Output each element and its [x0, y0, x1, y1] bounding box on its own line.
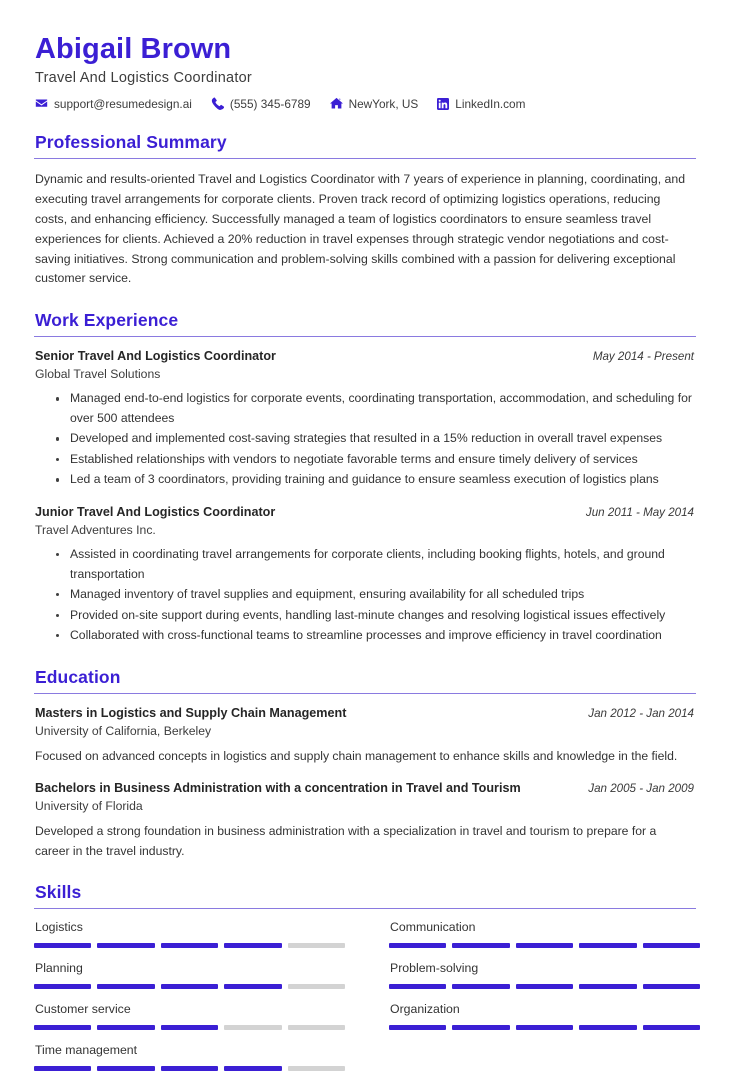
skill-item: [34, 1002, 345, 1030]
education-entry: [34, 780, 696, 861]
skill-item: [34, 1043, 345, 1071]
work-entry-bullets: [34, 389, 696, 490]
section-professional-summary: [34, 132, 696, 289]
section-title-professional-summary: Professional Summary: [35, 131, 227, 152]
contact-phone-text: (555) 345-6789: [229, 96, 311, 111]
list-item: Developed and implemented cost-saving strategies that resulted in a 15% reduction in overall travel expenses: [56, 429, 694, 449]
skills-grid: [34, 920, 696, 1084]
skill-label: Problem-solving: [390, 961, 479, 976]
skill-segment-filled: [97, 943, 154, 948]
skill-rating-bar: [34, 984, 345, 989]
work-entry-company: Global Travel Solutions: [35, 367, 161, 382]
skill-segment-filled: [97, 1066, 154, 1071]
work-entry: [34, 348, 696, 490]
contact-location-text: NewYork, US: [348, 96, 419, 111]
skill-label: Customer service: [35, 1002, 131, 1017]
skill-segment-filled: [161, 1066, 218, 1071]
skill-rating-bar: [389, 1025, 700, 1030]
skill-segment-filled: [643, 943, 700, 948]
section-title-skills: Skills: [35, 882, 82, 903]
skill-segment-empty: [288, 984, 345, 989]
skill-label: Time management: [35, 1043, 138, 1058]
skill-rating-bar: [389, 943, 700, 948]
skill-segment-filled: [516, 943, 573, 948]
skill-label: Organization: [390, 1002, 460, 1017]
education-entry-header: [34, 705, 696, 723]
work-entry-dates: Jun 2011 - May 2014: [585, 505, 694, 519]
section-divider: [34, 158, 696, 159]
skill-segment-empty: [288, 1066, 345, 1071]
professional-summary-text: Dynamic and results-oriented Travel and Logistics Coordinator with 7 years of experience in planning, coordinating, and executing travel arrangements for corporate clients. Proven track record of optimizing logistics operations, reducing costs, and enhancing efficiency. Successfully managed a team of logistics coordinators to ensure seamless travel experiences for clients. Achieved a 20% reduction in travel expenses through strategic vendor negotiations and cost-saving initiatives. Strong communication and problem-solving skills combined with a passion for delivering exceptional customer service.: [35, 171, 686, 286]
skill-segment-filled: [579, 984, 636, 989]
education-school: University of California, Berkeley: [35, 723, 212, 738]
education-entry: [34, 705, 696, 767]
skill-segment-filled: [161, 1025, 218, 1030]
list-item: Managed inventory of travel supplies and equipment, ensuring availability for all scheduled trips: [56, 585, 694, 605]
work-entry-header: [34, 504, 696, 522]
skill-segment-filled: [34, 1025, 91, 1030]
work-entry-header: [34, 348, 696, 366]
section-title-education: Education: [35, 666, 121, 687]
work-entry-bullets: [34, 545, 696, 646]
section-education: [34, 667, 696, 862]
work-entry-dates: May 2014 - Present: [592, 350, 694, 364]
list-item: Established relationships with vendors to negotiate favorable terms and ensure timely delivery of services: [56, 450, 694, 470]
education-dates: Jan 2012 - Jan 2014: [588, 706, 694, 720]
skill-segment-empty: [288, 943, 345, 948]
skill-segment-filled: [452, 1025, 509, 1030]
linkedin-icon: [437, 98, 449, 110]
education-description: Developed a strong foundation in business administration with a specialization in travel and tourism to prepare for a career in the travel industry.: [35, 824, 657, 858]
skill-segment-empty: [224, 1025, 281, 1030]
phone-icon: [211, 97, 224, 110]
contact-email[interactable]: [35, 97, 192, 111]
skill-segment-filled: [452, 984, 509, 989]
skill-segment-filled: [224, 1066, 281, 1071]
skill-label: Planning: [35, 961, 83, 976]
education-degree: Masters in Logistics and Supply Chain Management: [35, 705, 347, 720]
skill-segment-filled: [161, 943, 218, 948]
list-item: Assisted in coordinating travel arrangements for corporate clients, including booking flights, hotels, and ground transportation: [56, 545, 694, 584]
education-school: University of Florida: [35, 799, 143, 814]
skill-segment-filled: [579, 1025, 636, 1030]
skill-segment-filled: [34, 984, 91, 989]
education-entry-header: [34, 780, 696, 798]
candidate-name: Abigail Brown: [35, 33, 232, 65]
section-divider: [34, 908, 696, 909]
skill-rating-bar: [34, 1025, 345, 1030]
section-divider: [34, 336, 696, 337]
education-degree: Bachelors in Business Administration with a concentration in Travel and Tourism: [35, 781, 521, 796]
contact-email-text: support@resumedesign.ai: [54, 96, 192, 111]
skill-segment-filled: [643, 1025, 700, 1030]
skill-segment-empty: [288, 1025, 345, 1030]
skill-item: [34, 961, 345, 989]
home-icon: [330, 97, 343, 110]
skill-label: Communication: [390, 920, 476, 935]
skill-segment-filled: [389, 984, 446, 989]
list-item: Provided on-site support during events, handling last-minute changes and resolving logistical issues effectively: [56, 606, 694, 626]
skill-segment-filled: [97, 1025, 154, 1030]
section-skills: [34, 882, 696, 1084]
list-item: Led a team of 3 coordinators, providing training and guidance to ensure seamless execution of logistics plans: [56, 470, 694, 490]
work-entry: [34, 504, 696, 646]
contact-location[interactable]: [330, 97, 419, 111]
candidate-job-title: Travel And Logistics Coordinator: [35, 69, 253, 86]
skill-segment-filled: [516, 984, 573, 989]
skill-segment-filled: [389, 943, 446, 948]
skill-segment-filled: [579, 943, 636, 948]
skill-rating-bar: [34, 1066, 345, 1071]
skill-rating-bar: [389, 984, 700, 989]
skill-item: [389, 961, 700, 989]
skill-segment-filled: [389, 1025, 446, 1030]
skill-segment-filled: [224, 943, 281, 948]
resume-header: [34, 34, 696, 111]
skill-segment-filled: [643, 984, 700, 989]
section-work-experience: [34, 310, 696, 645]
list-item: Collaborated with cross-functional teams to streamline processes and improve efficiency in travel coordination: [56, 626, 694, 646]
work-entry-company: Travel Adventures Inc.: [35, 522, 156, 537]
skill-item: [34, 920, 345, 948]
skill-segment-filled: [516, 1025, 573, 1030]
skill-segment-filled: [34, 943, 91, 948]
skill-rating-bar: [34, 943, 345, 948]
list-item: Managed end-to-end logistics for corporate events, coordinating transportation, accommodation, and scheduling for over 500 attendees: [56, 389, 694, 428]
education-description: Focused on advanced concepts in logistics and supply chain management to enhance skills and knowledge in the field.: [35, 748, 678, 763]
education-dates: Jan 2005 - Jan 2009: [588, 782, 694, 796]
skill-segment-filled: [224, 984, 281, 989]
contact-phone[interactable]: [211, 97, 311, 111]
work-entry-role: Senior Travel And Logistics Coordinator: [35, 349, 276, 364]
skill-segment-filled: [161, 984, 218, 989]
email-icon: [35, 97, 48, 110]
skill-segment-filled: [34, 1066, 91, 1071]
skill-segment-filled: [452, 943, 509, 948]
work-entry-role: Junior Travel And Logistics Coordinator: [35, 504, 276, 519]
section-title-work-experience: Work Experience: [35, 310, 179, 331]
contact-row: [35, 97, 696, 111]
contact-linkedin-text: LinkedIn.com: [455, 96, 526, 111]
skill-segment-filled: [97, 984, 154, 989]
skill-item: [389, 1002, 700, 1030]
skill-label: Logistics: [35, 920, 83, 935]
contact-linkedin[interactable]: [437, 97, 525, 111]
section-divider: [34, 693, 696, 694]
skill-item: [389, 920, 700, 948]
